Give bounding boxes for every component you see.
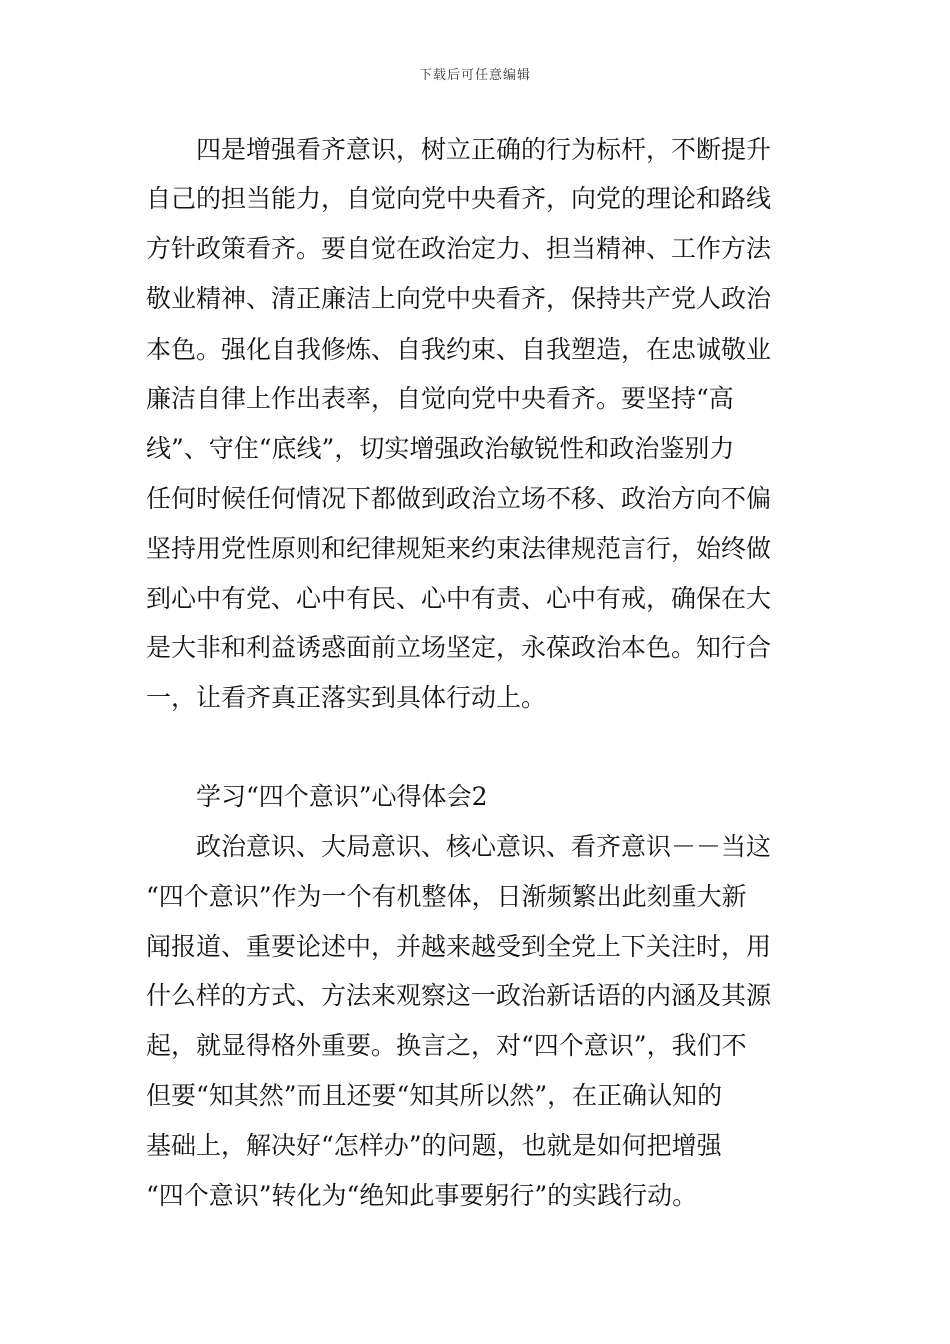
text-line: 方针政策看齐。要自觉在政治定力、担当精神、工作方法 — [146, 234, 772, 263]
text-line: 任何时候任何情况下都做到政治立场不移、政治方向不偏 — [146, 484, 772, 513]
text-line: 坚持用党性原则和纪律规矩来约束法律规范言行，始终做 — [146, 534, 772, 563]
text-line: 一，让看齐真正落实到具体行动上。 — [146, 683, 547, 712]
page-header: 下载后可任意编辑 — [418, 68, 531, 83]
text-line: 敬业精神、清正廉洁上向党中央看齐，保持共产党人政治 — [146, 284, 772, 313]
section-heading: 学习“四个意识”心得体会2 — [146, 782, 488, 811]
text-line: 什么样的方式、方法来观察这一政治新话语的内涵及其源 — [146, 981, 772, 1010]
text-line: 自己的担当能力，自觉向党中央看齐，向党的理论和路线 — [146, 184, 772, 213]
text-line: “四个意识”作为一个有机整体，日渐频繁出此刻重大新 — [146, 882, 747, 911]
text-line: 起，就显得格外重要。换言之，对“四个意识”，我们不 — [146, 1031, 747, 1060]
text-line: 廉洁自律上作出表率，自觉向党中央看齐。要坚持“高 — [146, 384, 734, 413]
text-line: 四是增强看齐意识，树立正确的行为标杆，不断提升 — [146, 135, 772, 164]
text-line: 但要“知其然”而且还要“知其所以然”，在正确认知的 — [146, 1081, 723, 1110]
text-line: 政治意识、大局意识、核心意识、看齐意识－－当这 — [146, 832, 772, 861]
text-line: 基础上，解决好“怎样办”的问题，也就是如何把增强 — [146, 1131, 722, 1160]
text-line: “四个意识”转化为“绝知此事要躬行”的实践行动。 — [146, 1181, 698, 1210]
text-line: 是大非和利益诱惑面前立场坚定，永葆政治本色。知行合 — [146, 633, 772, 662]
text-line: 线”、守住“底线”，切实增强政治敏锐性和政治鉴别力 — [146, 434, 735, 463]
text-line: 到心中有党、心中有民、心中有责、心中有戒，确保在大 — [146, 584, 772, 613]
text-line: 本色。强化自我修炼、自我约束、自我塑造，在忠诚敬业 — [146, 335, 772, 364]
text-line: 闻报道、重要论述中，并越来越受到全党上下关注时，用 — [146, 932, 772, 961]
